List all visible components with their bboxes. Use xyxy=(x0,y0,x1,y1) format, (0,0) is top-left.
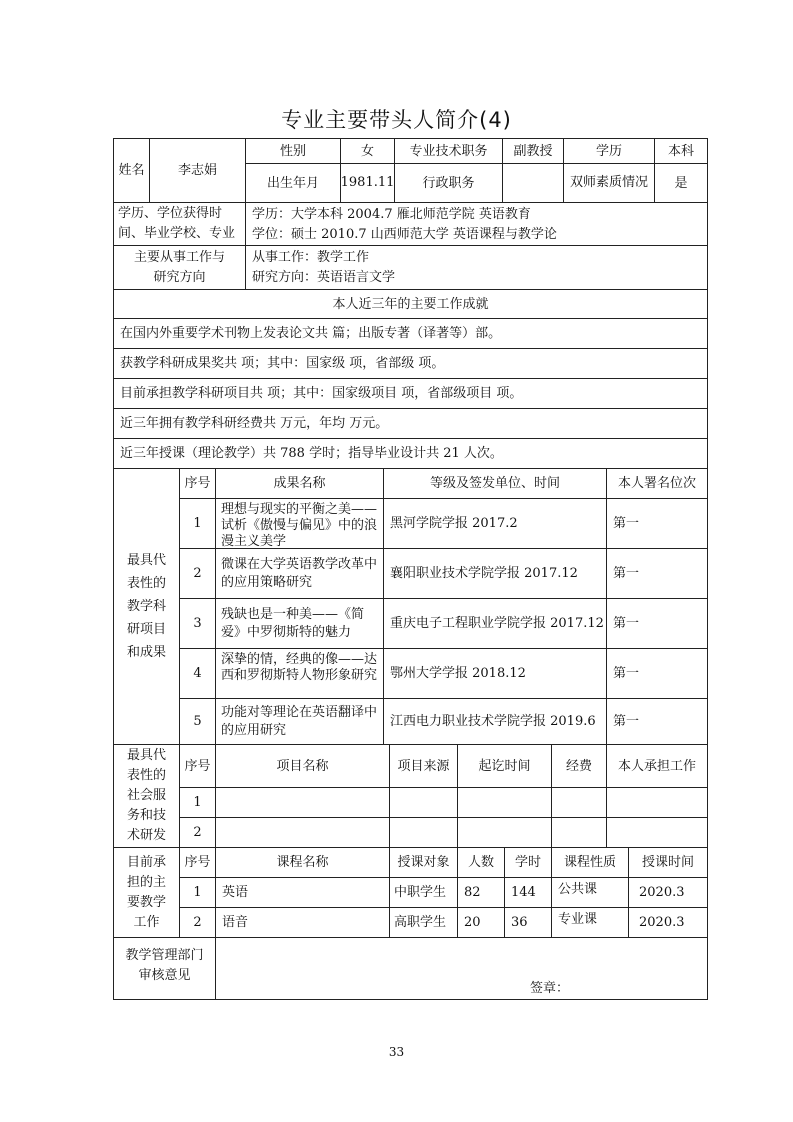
summary-papers: 在国内外重要学术刊物上发表论文共 篇；出版专著（译著等）部。 xyxy=(113,318,708,349)
service-row-1-period xyxy=(457,787,552,818)
courses-header-name: 课程名称 xyxy=(215,847,390,878)
gender-label: 性别 xyxy=(245,138,341,164)
gender-value: 女 xyxy=(340,138,395,164)
service-row-2-period xyxy=(457,817,552,848)
courses-header-no: 序号 xyxy=(179,847,216,878)
research-row-2-no: 2 xyxy=(179,548,216,599)
service-row-2-name xyxy=(215,817,390,848)
course-row-1-hours: 144 xyxy=(504,877,552,908)
page-title: 专业主要带头人简介(4) xyxy=(281,108,512,132)
achievements-header: 本人近三年的主要工作成就 xyxy=(113,289,708,319)
work-line-1: 从事工作：教学工作 xyxy=(252,250,370,265)
service-header-name: 项目名称 xyxy=(215,744,390,788)
summary-awards: 获教学科研成果奖共 项；其中：国家级 项，省部级 项。 xyxy=(113,348,708,379)
signature-label: 签章： xyxy=(530,981,570,996)
service-row-1-name xyxy=(215,787,390,818)
courses-header-hours: 学时 xyxy=(504,847,552,878)
research-row-3-name: 残缺也是一种美——《简爱》中罗彻斯特的魅力 xyxy=(215,598,384,649)
research-header-no: 序号 xyxy=(179,468,216,499)
admin-title-value xyxy=(502,163,564,203)
birth-label: 出生年月 xyxy=(245,163,341,203)
service-header-role: 本人承担工作 xyxy=(606,744,708,788)
summary-funding: 近三年拥有教学科研经费共 万元，年均 万元。 xyxy=(113,408,708,439)
course-row-2-name: 语音 xyxy=(215,907,390,938)
research-row-4-issuer: 鄂州大学学报 2018.12 xyxy=(383,648,607,699)
course-row-2-nature: 专业课 xyxy=(551,907,629,938)
service-row-1-funding xyxy=(551,787,607,818)
research-row-5-no: 5 xyxy=(179,698,216,745)
birth-value: 1981.11 xyxy=(340,163,395,203)
review-content xyxy=(215,937,708,1000)
dual-qualified-label: 双师素质情况 xyxy=(563,163,655,203)
course-row-1-target: 中职学生 xyxy=(389,877,458,908)
service-label: 最具代表性的社会服务和技术研发 xyxy=(113,744,180,848)
course-row-2-hours: 36 xyxy=(504,907,552,938)
name-label: 姓名 xyxy=(113,138,150,203)
page-number: 33 xyxy=(388,1045,405,1059)
research-header-name: 成果名称 xyxy=(215,468,384,499)
summary-teaching: 近三年授课（理论教学）共 788 学时；指导毕业设计共 21 人次。 xyxy=(113,438,708,469)
research-header-issuer: 等级及签发单位、时间 xyxy=(383,468,607,499)
degree-line-1: 学历：大学本科 2004.7 雁北师范学院 英语教育 xyxy=(252,207,531,222)
education-value: 本科 xyxy=(654,138,708,164)
research-row-5-issuer: 江西电力职业技术学院学报 2019.6 xyxy=(383,698,607,745)
course-row-1-no: 1 xyxy=(179,877,216,908)
research-row-1-rank: 第一 xyxy=(606,498,708,549)
research-row-4-name: 深挚的情，经典的像——达西和罗彻斯特人物形象研究 xyxy=(215,648,384,699)
courses-header-time: 授课时间 xyxy=(628,847,708,878)
degree-details xyxy=(245,202,708,246)
service-row-1-source xyxy=(389,787,458,818)
courses-label: 目前承担的主要教学工作 xyxy=(113,847,180,938)
service-header-source: 项目来源 xyxy=(389,744,458,788)
course-row-2-count: 20 xyxy=(457,907,505,938)
work-line-2: 研究方向：英语语言文学 xyxy=(252,270,396,285)
research-row-4-no: 4 xyxy=(179,648,216,699)
course-row-1-time: 2020.3 xyxy=(628,877,708,908)
research-row-1-no: 1 xyxy=(179,498,216,549)
service-header-period: 起讫时间 xyxy=(457,744,552,788)
research-row-1-issuer: 黑河学院学报 2017.2 xyxy=(383,498,607,549)
degree-label: 学历、学位获得时间、毕业学校、专业 xyxy=(113,202,246,246)
research-row-2-name: 微课在大学英语教学改革中的应用策略研究 xyxy=(215,548,384,599)
service-header-funding: 经费 xyxy=(551,744,607,788)
course-row-1-nature: 公共课 xyxy=(551,877,629,908)
work-details xyxy=(245,245,708,290)
education-label: 学历 xyxy=(563,138,655,164)
admin-title-label: 行政职务 xyxy=(394,163,503,203)
tech-title-value: 副教授 xyxy=(502,138,564,164)
research-row-3-issuer: 重庆电子工程职业学院学报 2017.12 xyxy=(383,598,607,649)
service-row-1-no: 1 xyxy=(179,787,216,818)
courses-header-count: 人数 xyxy=(457,847,505,878)
courses-header-target: 授课对象 xyxy=(389,847,458,878)
course-row-2-target: 高职学生 xyxy=(389,907,458,938)
service-row-2-no: 2 xyxy=(179,817,216,848)
research-row-2-rank: 第一 xyxy=(606,548,708,599)
course-row-1-count: 82 xyxy=(457,877,505,908)
tech-title-label: 专业技术职务 xyxy=(394,138,503,164)
course-row-2-time: 2020.3 xyxy=(628,907,708,938)
service-row-1-role xyxy=(606,787,708,818)
research-row-2-issuer: 襄阳职业技术学院学报 2017.12 xyxy=(383,548,607,599)
summary-projects: 目前承担教学科研项目共 项；其中：国家级项目 项，省部级项目 项。 xyxy=(113,378,708,409)
name-value: 李志娟 xyxy=(149,138,246,203)
dual-qualified-value: 是 xyxy=(654,163,708,203)
research-row-4-rank: 第一 xyxy=(606,648,708,699)
research-row-3-rank: 第一 xyxy=(606,598,708,649)
service-row-2-role xyxy=(606,817,708,848)
courses-header-nature: 课程性质 xyxy=(551,847,629,878)
work-label: 主要从事工作与研究方向 xyxy=(113,245,246,290)
degree-line-2: 学位：硕士 2010.7 山西师范大学 英语课程与教学论 xyxy=(252,227,557,242)
profile-table xyxy=(113,138,708,1000)
service-row-2-funding xyxy=(551,817,607,848)
course-row-2-no: 2 xyxy=(179,907,216,938)
research-row-5-name: 功能对等理论在英语翻译中的应用研究 xyxy=(215,698,384,745)
research-row-5-rank: 第一 xyxy=(606,698,708,745)
service-header-no: 序号 xyxy=(179,744,216,788)
research-row-3-no: 3 xyxy=(179,598,216,649)
research-row-1-name: 理想与现实的平衡之美——试析《傲慢与偏见》中的浪漫主义美学 xyxy=(215,498,384,549)
research-label: 最具代表性的教学科研项目和成果 xyxy=(113,468,180,745)
research-header-rank: 本人署名位次 xyxy=(606,468,708,499)
review-label: 教学管理部门审核意见 xyxy=(113,937,216,1000)
course-row-1-name: 英语 xyxy=(215,877,390,908)
service-row-2-source xyxy=(389,817,458,848)
